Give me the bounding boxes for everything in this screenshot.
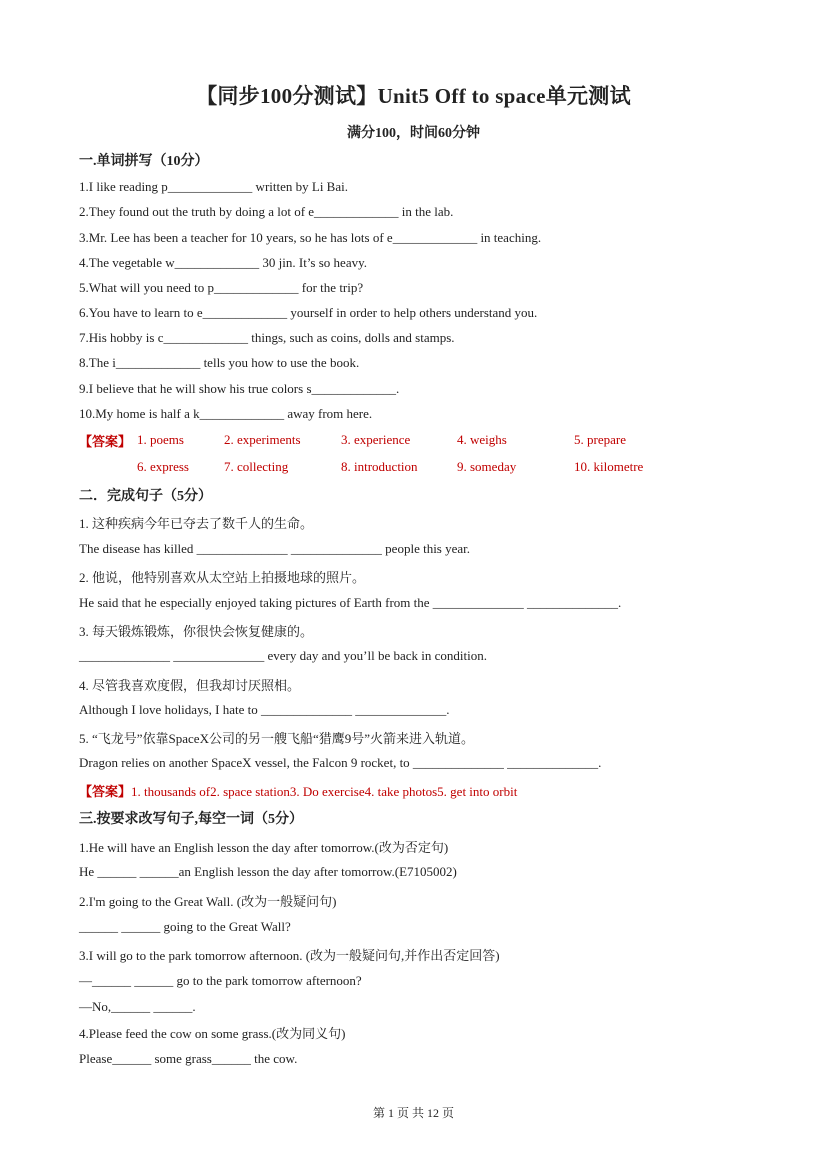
question-item: 4.Please feed the cow on some grass.(改为同义句) [79,1026,346,1041]
answer-item: 6. express [137,459,189,474]
answer-item: 7. collecting [224,459,289,474]
page-title: 【同步100分测试】Unit5 Off to space单元测试 [196,84,631,108]
question-item: 3.I will go to the park tomorrow afternoon. (改为一般疑问句,并作出否定回答) [79,948,500,963]
answer-label: 【答案】 [79,434,132,449]
question-item: 3.Mr. Lee has been a teacher for 10 years, so he has lots of e_____________ in teaching. [79,230,542,245]
question-english: The disease has killed ______________ ______________ people this year. [79,541,471,556]
page-number: 第 1 页 共 12 页 [372,1106,454,1120]
question-chinese: 3. 每天锻炼锻炼，你很快会恢复健康的。 [79,624,314,639]
answer-item: 1. poems [137,432,184,447]
answer-item: 4. weighs [457,432,507,447]
answer-label: 【答案】 [79,784,132,799]
answer-item: 2. experiments [224,432,301,447]
question-item: 10.My home is half a k_____________ away from here. [79,406,373,421]
question-item: —No,______ ______. [79,999,196,1014]
answer-text: 1. thousands of2. space station3. Do exercise4. take photos5. get into orbit [131,784,518,799]
question-item: 1.He will have an English lesson the day after tomorrow.(改为否定句) [79,840,449,855]
question-item: 8.The i_____________ tells you how to use the book. [79,355,360,370]
question-chinese: 4. 尽管我喜欢度假，但我却讨厌照相。 [79,678,301,693]
question-item: 6.You have to learn to e_____________ yourself in order to help others understand you. [79,305,538,320]
answer-item: 8. introduction [341,459,418,474]
answer-item: 3. experience [341,432,411,447]
question-item: 4.The vegetable w_____________ 30 jin. It’s so heavy. [79,255,367,270]
answer-item: 9. someday [457,459,517,474]
question-chinese: 5. “飞龙号”依靠SpaceX公司的另一艘飞船“猎鹰9号”火箭来进入轨道。 [79,731,475,746]
page-subtitle: 满分100，时间60分钟 [347,126,480,141]
answer-item: 10. kilometre [574,459,644,474]
section2-heading: 二．完成句子（5分） [79,489,212,504]
answer-row [79,781,517,800]
question-item: 5.What will you need to p_____________ for the trip? [79,280,364,295]
question-item: —______ ______ go to the park tomorrow afternoon? [79,973,362,988]
question-item: 9.I believe that he will show his true colors s_____________. [79,381,400,396]
question-item: Please______ some grass______ the cow. [79,1051,298,1066]
question-chinese: 1. 这种疾病今年已夺去了数千人的生命。 [79,516,314,531]
question-item: 2.They found out the truth by doing a lot of e_____________ in the lab. [79,204,454,219]
question-item: 7.His hobby is c_____________ things, such as coins, dolls and stamps. [79,330,455,345]
question-chinese: 2. 他说，他特别喜欢从太空站上拍摄地球的照片。 [79,570,366,585]
question-item: 1.I like reading p_____________ written by Li Bai. [79,179,348,194]
answer-item: 5. prepare [574,432,626,447]
section1-heading: 一.单词拼写（10分） [79,154,209,169]
question-item: He ______ ______an English lesson the day after tomorrow.(E7105002) [79,864,457,879]
question-item: ______ ______ going to the Great Wall? [79,919,291,934]
question-english: Dragon relies on another SpaceX vessel, the Falcon 9 rocket, to ______________ ______________. [79,755,602,770]
question-english: Although I love holidays, I hate to ______________ ______________. [79,702,450,717]
question-english: ______________ ______________ every day and you’ll be back in condition. [79,648,487,663]
question-item: 2.I'm going to the Great Wall. (改为一般疑问句) [79,894,337,909]
question-english: He said that he especially enjoyed taking pictures of Earth from the ______________ ______________. [79,595,622,610]
section3-heading: 三.按要求改写句子,每空一词（5分） [79,812,303,827]
